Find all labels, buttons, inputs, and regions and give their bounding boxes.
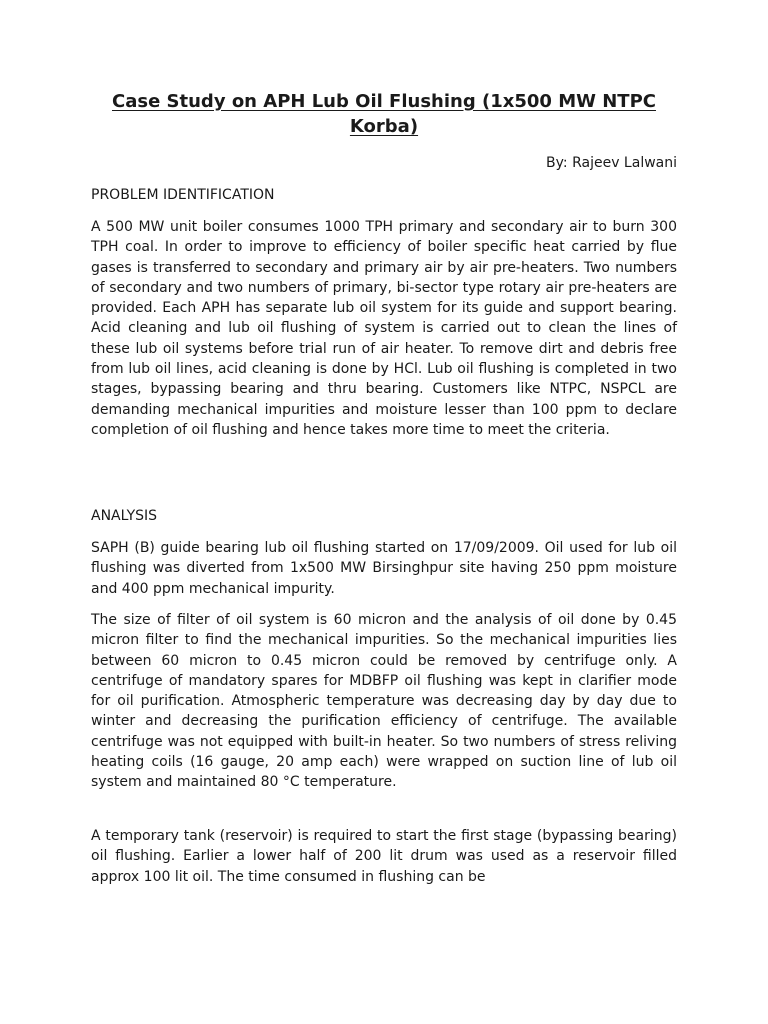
author-byline: By: Rajeev Lalwani bbox=[546, 155, 677, 171]
paragraph-analysis-temporary-tank: A temporary tank (reservoir) is required to start the first stage (bypassing bearing) oil flushing. Earlier a lower half of 200 lit drum was used as a reservoir filled approx 100 lit oil. The time consumed in flushing can be bbox=[91, 828, 677, 885]
section-heading-problem-identification: PROBLEM IDENTIFICATION bbox=[91, 187, 275, 203]
paragraph-analysis-filter-centrifuge: The size of filter of oil system is 60 micron and the analysis of oil done by 0.45 micron filter to find the mechanical impurities. So the mechanical impurities lies between 60 micron to 0.45 micron could be removed by centrifuge only. A centrifuge of mandatory spares for MDBFP oil flushing was kept in clarifier mode for oil purification. Atmospheric temperature was decreasing day by day due to winter and decreasing the purification efficiency of centrifuge. The available centrifuge was not equipped with built-in heater. So two numbers of stress reliving heating coils (16 gauge, 20 amp each) were wrapped on suction line of lub oil system and maintained 80 °C temperature. bbox=[91, 612, 677, 791]
document-title: Case Study on APH Lub Oil Flushing (1x500 MW NTPC Korba) bbox=[112, 91, 656, 137]
section-heading-analysis: ANALYSIS bbox=[91, 508, 158, 524]
paragraph-problem-identification: A 500 MW unit boiler consumes 1000 TPH primary and secondary air to burn 300 TPH coal. In order to improve to efficiency of boiler specific heat carried by flue gases is transferred to secondary and primary air by air pre-heaters. Two numbers of secondary and two numbers of primary, bi-sector type rotary air pre-heaters are provided. Each APH has separate lub oil system for its guide and support bearing. Acid cleaning and lub oil flushing of system is carried out to clean the lines of these lub oil systems before trial run of air heater. To remove dirt and debris free from lub oil lines, acid cleaning is done by HCl. Lub oil flushing is completed in two stages, bypassing bearing and thru bearing. Customers like NTPC, NSPCL are demanding mechanical impurities and moisture lesser than 100 ppm to declare completion of oil flushing and hence takes more time to meet the criteria. bbox=[91, 219, 677, 438]
paragraph-analysis-oil-source: SAPH (B) guide bearing lub oil flushing started on 17/09/2009. Oil used for lub oil flushing was diverted from 1x500 MW Birsinghpur site having 250 ppm moisture and 400 ppm mechanical impurity. bbox=[91, 540, 677, 597]
